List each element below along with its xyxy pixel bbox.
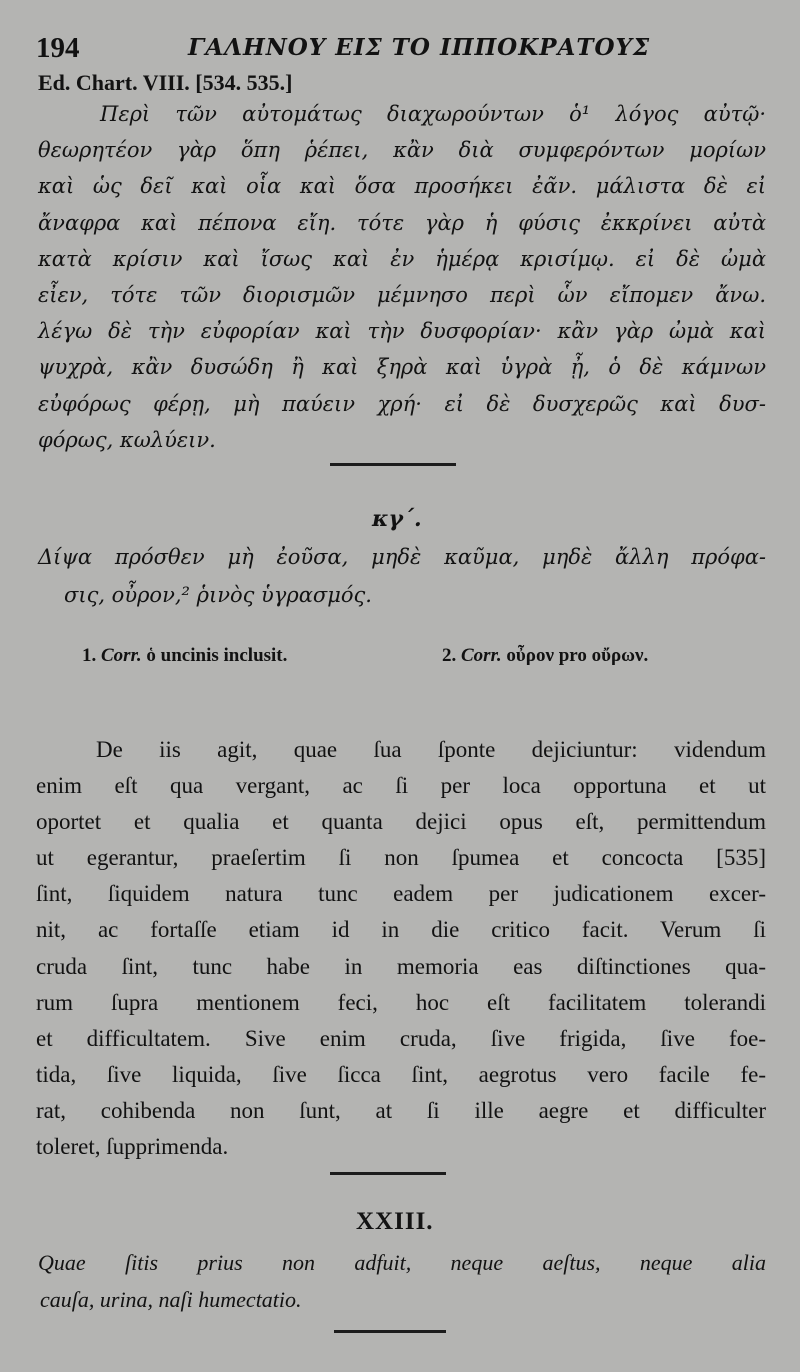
page-header <box>36 28 766 72</box>
edition-reference: Ed. Chart. VIII. [534. 535.] <box>38 70 293 95</box>
section-divider <box>330 1172 446 1175</box>
latin-commentary-line: rum ſupra mentionem feci, hoc eſt facilitatem tolerandi <box>36 989 766 1015</box>
greek-commentary <box>38 96 766 458</box>
footnote-2 <box>442 645 648 667</box>
footnote-number: 1. <box>82 645 97 666</box>
greek-commentary-line: φόρως, κωλύειν. <box>38 427 216 452</box>
greek-commentary-line: κατὰ κρίσιν καὶ ἴσως καὶ ἐν ἡμέρᾳ κρισίμῳ. εἰ δὲ ὠμὰ <box>38 246 766 271</box>
aphorism-greek-line: σις, οὖρον,² ῥινὸς ὑγρασμός. <box>64 583 372 607</box>
footnote-number: 2. <box>442 645 457 666</box>
footnote-label: Corr. <box>101 645 142 666</box>
footnotes <box>82 645 772 675</box>
latin-commentary-line: De iis agit, quae ſua ſponte dejiciuntur: videndum <box>96 737 766 762</box>
section-divider <box>334 1330 446 1333</box>
running-head: ΓΑΛΗΝΟΥ ΕΙΣ ΤΟ ΙΠΠΟΚΡΑΤΟΥΣ <box>188 34 651 61</box>
latin-commentary-line: rat, cohibenda non ſunt, at ſi ille aegre et difficulter <box>36 1097 766 1123</box>
latin-commentary-line: enim eſt qua vergant, ac ſi per loca opportuna et ut <box>36 773 766 799</box>
aphorism-greek <box>38 538 766 614</box>
latin-commentary-line: ſint, ſiquidem natura tunc eadem per judicationem excer- <box>36 881 766 907</box>
greek-commentary-line: ἄναφρα καὶ πέπονα εἴη. τότε γὰρ ἡ φύσις ἐκκρίνει αὐτὰ <box>38 210 766 235</box>
aphorism-number-latin: XXIII. <box>356 1208 434 1235</box>
latin-commentary-line: oportet et qualia et quanta dejici opus eſt, permittendum <box>36 809 766 835</box>
greek-commentary-line: εἶεν, τότε τῶν διορισμῶν μέμνησο περὶ ὧν εἴπομεν ἄνω. <box>38 283 766 308</box>
footnote-1 <box>82 645 287 667</box>
aphorism-greek-line: Δίψα πρόσθεν μὴ ἐοῦσα, μηδὲ καῦμα, μηδὲ ἄλλη πρόφα- <box>38 545 766 569</box>
aphorism-latin <box>38 1244 766 1318</box>
greek-commentary-line: καὶ ὡς δεῖ καὶ οἷα καὶ ὅσα προσήκει ἐᾶν. μάλιστα δὲ εἰ <box>38 174 766 199</box>
latin-commentary-line: ut egerantur, praeſertim ſi non ſpumea et concocta [535] <box>36 845 766 871</box>
aphorism-number-greek: κγ΄. <box>372 506 422 532</box>
latin-commentary-line: nit, ac fortaſſe etiam id in die critico facit. Verum ſi <box>36 917 766 943</box>
latin-commentary-line: toleret, ſupprimenda. <box>36 1134 229 1160</box>
footnote-text: ὁ uncinis inclusit. <box>146 645 288 666</box>
greek-commentary-line: εὐφόρως φέρῃ, μὴ παύειν χρή· εἰ δὲ δυσχερῶς καὶ δυσ- <box>38 391 766 416</box>
greek-commentary-line: λέγω δὲ τὴν εὐφορίαν καὶ τὴν δυσφορίαν· κἂν γὰρ ὠμὰ καὶ <box>38 319 766 344</box>
footnote-label: Corr. <box>461 645 502 666</box>
page-number: 194 <box>36 32 80 64</box>
footnote-text: οὖρον pro οὔρων. <box>506 645 649 666</box>
greek-commentary-line: ψυχρὰ, κἂν δυσώδη ἢ καὶ ξηρὰ καὶ ὑγρὰ ᾖ, ὁ δὲ κάμνων <box>38 355 766 380</box>
greek-commentary-line: Περὶ τῶν αὐτομάτως διαχωρούντων ὁ¹ λόγος αὐτῷ· <box>100 102 766 126</box>
greek-commentary-line: θεωρητέον γὰρ ὅπη ῥέπει, κἂν διὰ συμφερόντων μορίων <box>38 138 766 163</box>
aphorism-latin-line: cauſa, urina, naſi humectatio. <box>40 1287 302 1312</box>
latin-commentary <box>36 732 766 1165</box>
aphorism-latin-line: Quae ſitis prius non adfuit, neque aeſtus, neque alia <box>38 1250 766 1275</box>
latin-commentary-line: et difficultatem. Sive enim cruda, ſive frigida, ſive foe- <box>36 1025 766 1051</box>
section-divider <box>330 463 456 466</box>
latin-commentary-line: tida, ſive liquida, ſive ſicca ſint, aegrotus vero facile fe- <box>36 1061 766 1087</box>
latin-commentary-line: cruda ſint, tunc habe in memoria eas diſtinctiones qua- <box>36 953 766 979</box>
